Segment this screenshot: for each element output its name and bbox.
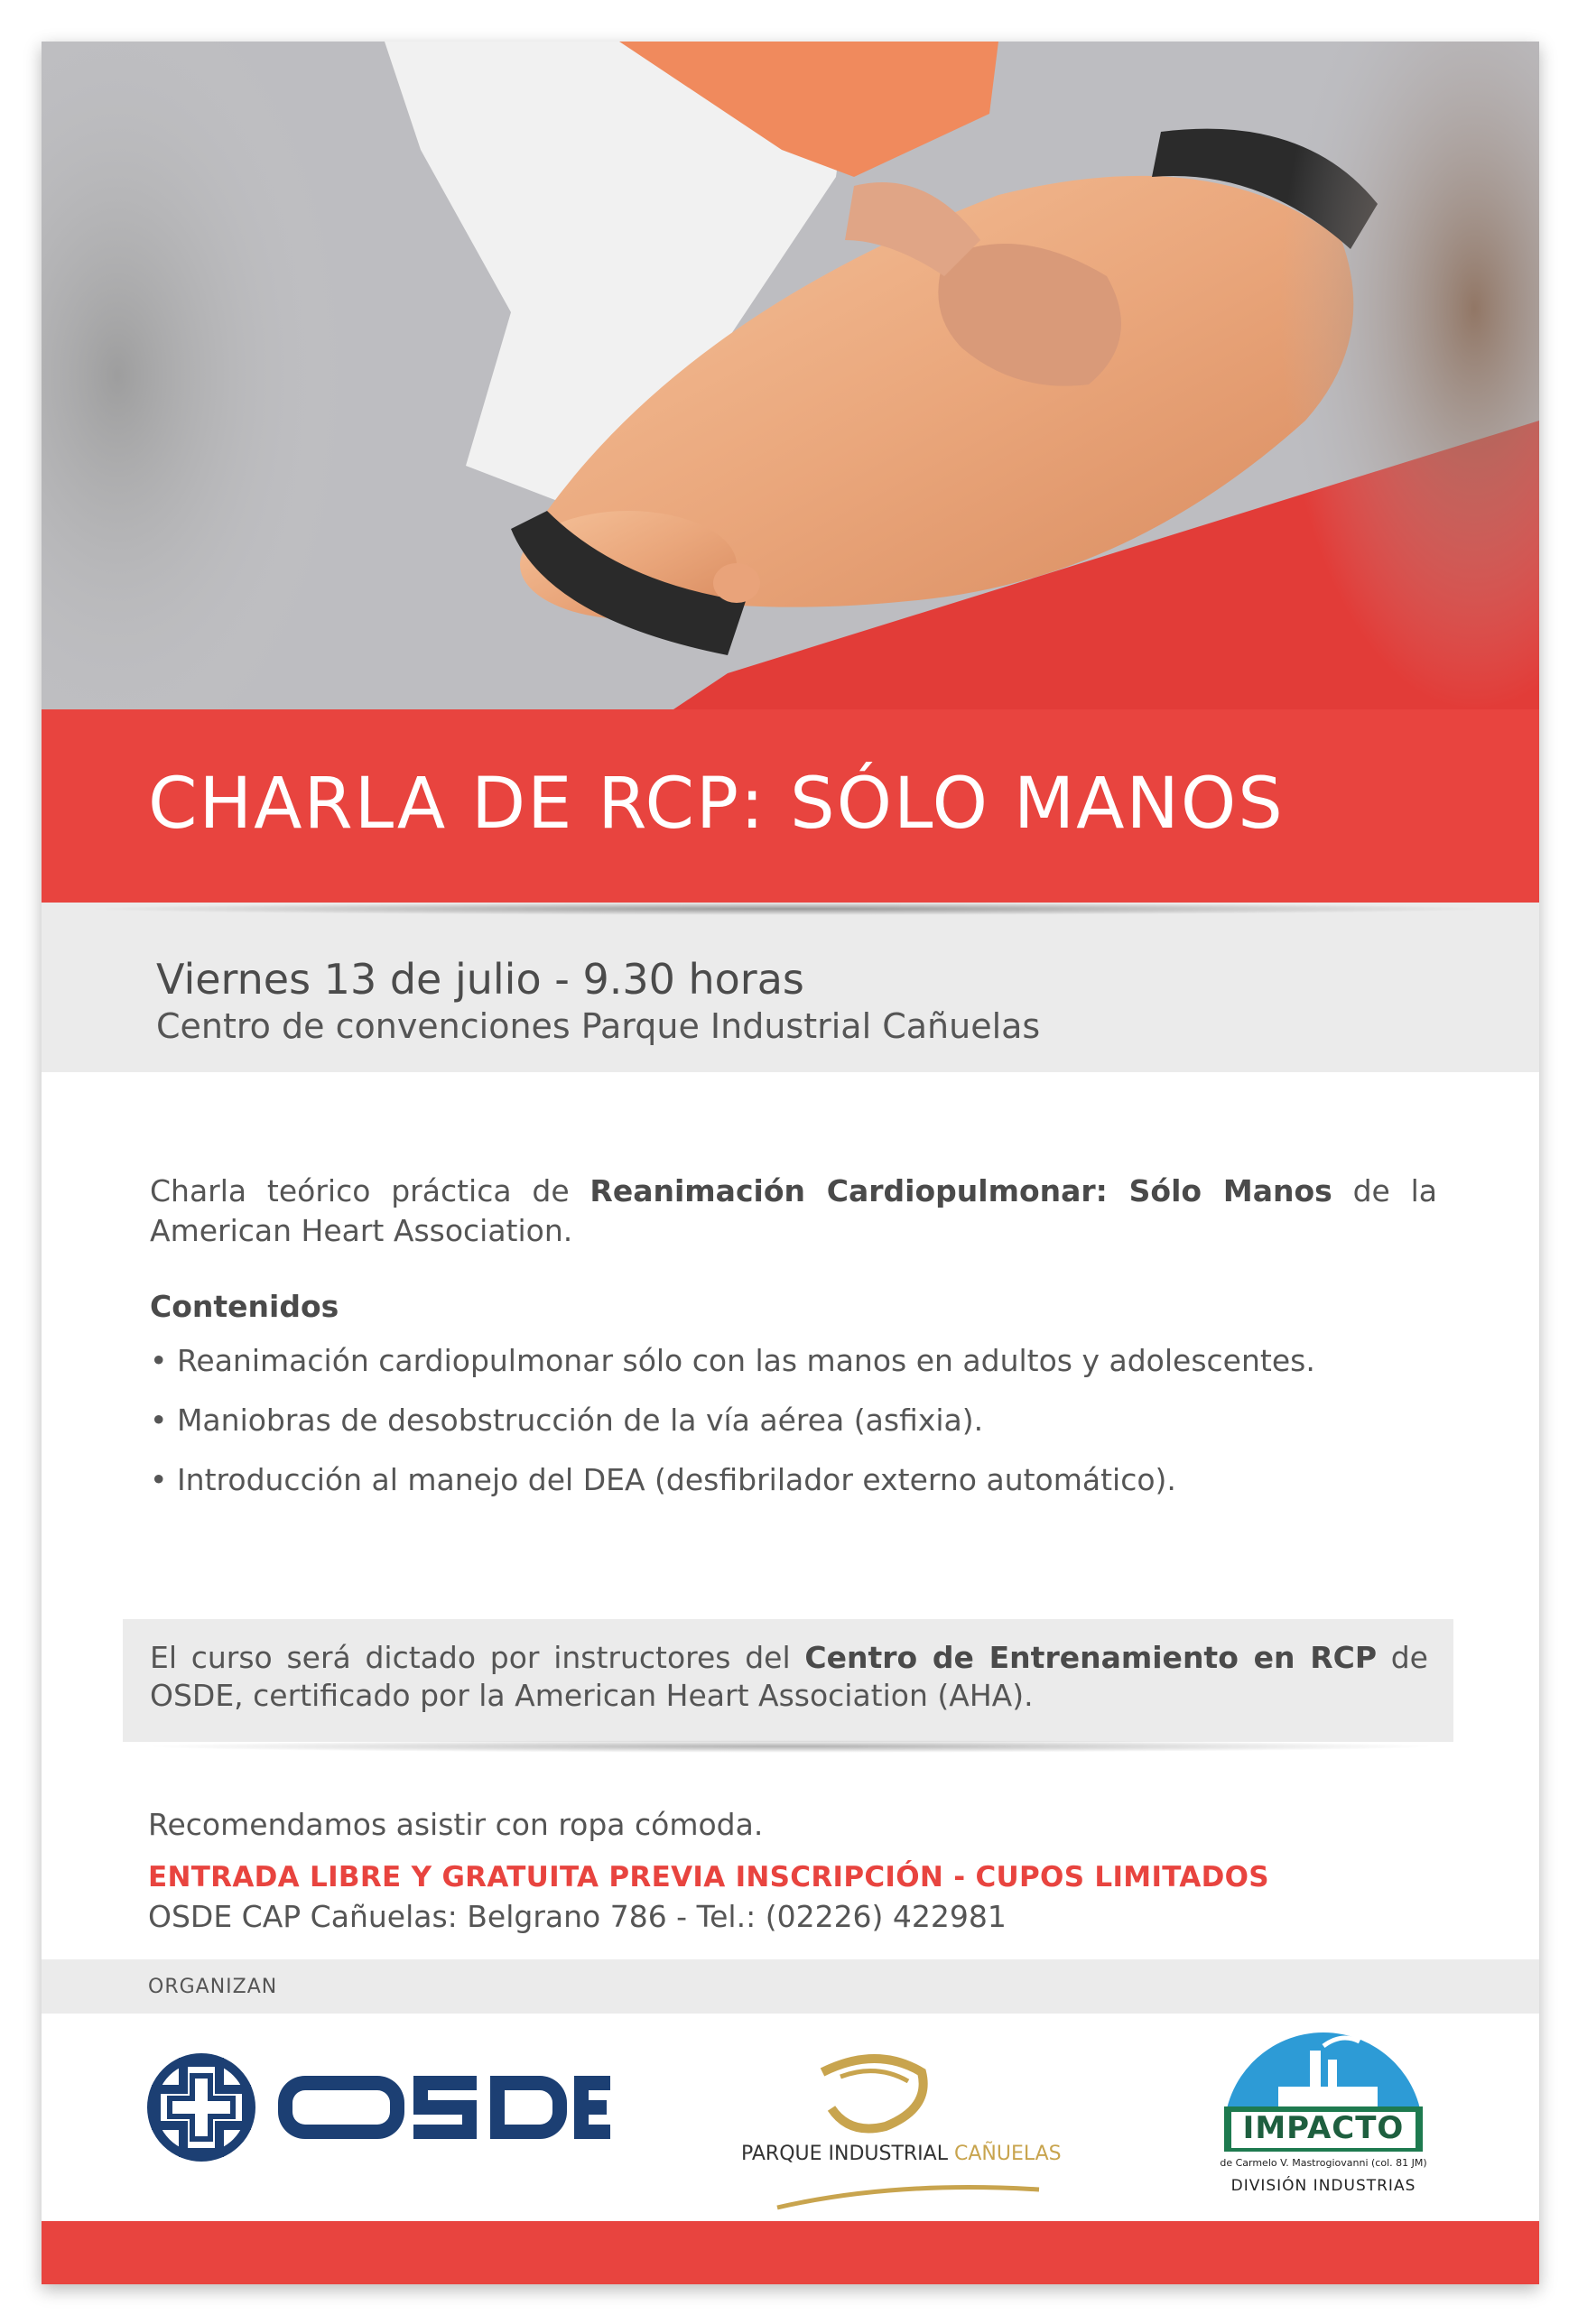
impacto-logo — [1215, 2023, 1432, 2231]
intro-paragraph — [150, 1171, 1437, 1251]
note-text-1: El curso será dictado por instructores del — [150, 1640, 805, 1675]
list-item: • Introducción al manejo del DEA (desfibrilador externo automático). — [150, 1462, 1176, 1497]
entry-notice: ENTRADA LIBRE Y GRATUITA PREVIA INSCRIPCIÓN - CUPOS LIMITADOS — [148, 1861, 1269, 1893]
note-text-2: de OSDE, certificado por la American Heart Association (AHA). — [150, 1640, 1428, 1713]
instructor-note-box — [123, 1619, 1453, 1742]
title-band-shadow — [81, 903, 1499, 915]
parque-text-b: CAÑUELAS — [953, 2143, 1062, 2165]
note-text-bold: Centro de Entrenamiento en RCP — [804, 1640, 1378, 1675]
page-title: CHARLA DE RCP: SÓLO MANOS — [148, 764, 1285, 845]
intro-text-1: Charla teórico práctica de — [150, 1173, 590, 1208]
note-box-shadow — [141, 1740, 1441, 1753]
event-date-time: Viernes 13 de julio - 9.30 horas — [156, 955, 804, 1004]
osde-logo — [143, 2049, 612, 2166]
impacto-subtitle: de Carmelo V. Mastrogiovanni (col. 81 JM) — [1220, 2157, 1427, 2169]
osde-logo-icon — [143, 2049, 612, 2166]
cpr-photo-illustration — [42, 42, 1539, 709]
contents-list — [150, 1341, 1315, 1520]
parque-industrial-emblem-icon — [741, 2036, 1066, 2217]
recommendation-text: Recomendamos asistir con ropa cómoda. — [148, 1807, 764, 1842]
impacto-name: IMPACTO — [1242, 2110, 1405, 2146]
parque-industrial-text — [741, 2143, 1066, 2165]
intro-text-2: de la American Heart Association. — [150, 1173, 1438, 1248]
contents-heading: Contenidos — [150, 1289, 339, 1324]
bottom-band — [42, 2221, 1539, 2284]
impacto-division: DIVISIÓN INDUSTRIAS — [1230, 2177, 1416, 2195]
organizers-label: ORGANIZAN — [148, 1976, 278, 1998]
parque-industrial-logo — [741, 2036, 1066, 2217]
list-item: • Maniobras de desobstrucción de la vía aérea (asfixia). — [150, 1403, 984, 1438]
event-venue: Centro de convenciones Parque Industrial Cañuelas — [156, 1006, 1041, 1046]
event-info-band — [42, 903, 1539, 1072]
title-band — [42, 709, 1539, 903]
organizers-band — [42, 1959, 1539, 2014]
cpr-photo — [42, 42, 1539, 709]
flyer-page — [42, 42, 1539, 2284]
parque-text-a: PARQUE INDUSTRIAL — [741, 2143, 954, 2165]
list-item: • Reanimación cardiopulmonar sólo con las manos en adultos y adolescentes. — [150, 1343, 1315, 1378]
instructor-note — [150, 1639, 1428, 1715]
intro-text-bold: Reanimación Cardiopulmonar: Sólo Manos — [589, 1173, 1332, 1208]
contact-info: OSDE CAP Cañuelas: Belgrano 786 - Tel.: (02226) 422981 — [148, 1899, 1007, 1934]
